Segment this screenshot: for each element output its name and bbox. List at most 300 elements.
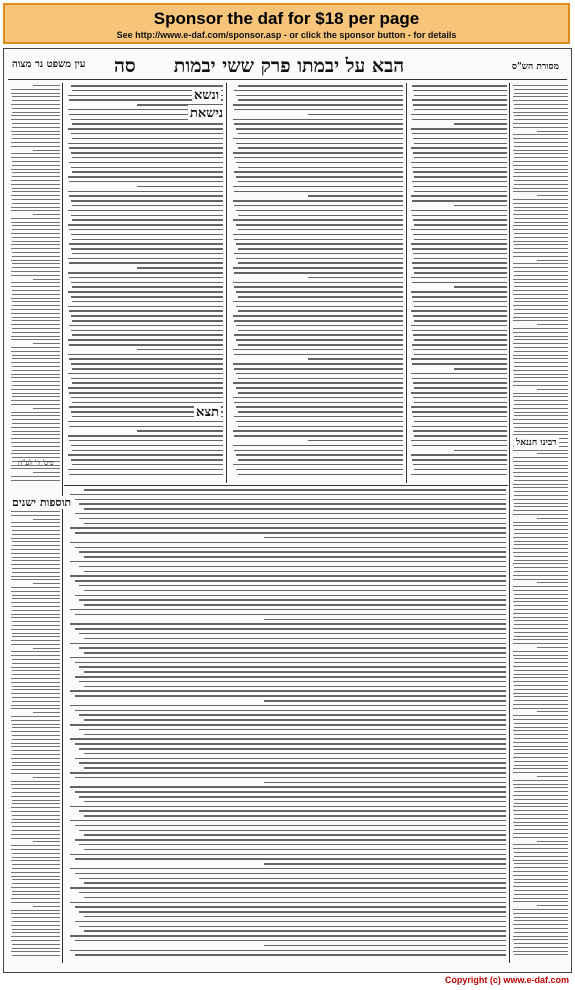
text-line — [234, 402, 403, 404]
text-line — [413, 267, 507, 269]
text-line — [412, 344, 507, 346]
text-line — [514, 157, 568, 158]
text-line — [72, 368, 223, 370]
text-line — [513, 681, 568, 682]
text-line — [513, 396, 568, 397]
text-line — [454, 450, 507, 452]
text-line — [71, 445, 223, 447]
text-line — [513, 730, 568, 731]
text-line — [11, 940, 60, 941]
text-line — [79, 796, 506, 798]
text-line — [12, 572, 60, 573]
text-line — [514, 928, 568, 929]
text-line — [12, 598, 60, 599]
text-line — [33, 583, 61, 584]
text-line — [514, 169, 568, 170]
text-line — [413, 219, 507, 221]
text-line — [513, 461, 568, 462]
text-line — [514, 947, 568, 948]
text-line — [513, 579, 568, 580]
text-line — [238, 459, 403, 461]
text-line — [84, 882, 506, 884]
text-line — [11, 838, 60, 839]
text-line — [11, 549, 61, 550]
text-line — [12, 625, 60, 626]
text-line — [33, 214, 61, 215]
text-line — [234, 109, 403, 111]
text-line — [11, 468, 60, 469]
text-line — [12, 199, 61, 200]
text-line — [11, 119, 60, 120]
text-line — [514, 890, 568, 891]
text-line — [514, 506, 568, 507]
text-line — [72, 334, 223, 336]
text-line — [513, 263, 568, 264]
text-line — [12, 800, 61, 801]
text-line — [79, 714, 506, 716]
text-line — [513, 305, 568, 306]
text-line — [413, 171, 507, 173]
text-line — [236, 373, 403, 375]
text-line — [514, 351, 568, 352]
text-line — [79, 518, 506, 520]
text-line — [11, 936, 61, 937]
text-line — [513, 643, 568, 644]
text-line — [514, 700, 568, 701]
text-line — [513, 522, 568, 523]
text-line — [75, 791, 506, 793]
tosafot-yeshanim-text — [10, 511, 60, 961]
text-line — [11, 678, 61, 679]
text-line — [12, 263, 61, 264]
text-line — [513, 150, 568, 151]
text-line — [513, 844, 568, 845]
text-line — [70, 887, 506, 889]
text-line — [414, 176, 507, 178]
text-line — [514, 412, 568, 413]
text-line — [514, 339, 568, 340]
text-line — [69, 229, 223, 231]
text-line — [33, 150, 61, 151]
text-line — [236, 421, 403, 423]
text-line — [413, 430, 507, 432]
text-line — [412, 445, 507, 447]
text-line — [411, 229, 507, 231]
text-line — [11, 169, 61, 170]
text-line — [513, 241, 568, 242]
text-line — [513, 871, 568, 872]
text-line — [11, 617, 60, 618]
text-line — [514, 366, 568, 367]
text-line — [12, 112, 60, 113]
text-line — [411, 277, 507, 279]
text-line — [513, 112, 568, 113]
text-line — [33, 519, 61, 520]
text-line — [68, 143, 223, 145]
text-line — [72, 239, 223, 241]
text-line — [68, 224, 223, 226]
text-line — [69, 474, 223, 476]
text-line — [69, 195, 223, 197]
text-line — [513, 936, 568, 937]
text-line — [11, 480, 60, 481]
text-line — [12, 191, 60, 192]
text-line — [75, 921, 506, 923]
text-line — [236, 258, 403, 260]
text-line — [11, 515, 60, 516]
text-line — [513, 176, 568, 177]
text-line — [514, 943, 568, 944]
text-line — [513, 772, 568, 773]
text-line — [513, 85, 568, 86]
text-line — [514, 480, 568, 481]
text-line — [238, 229, 403, 231]
text-line — [513, 229, 568, 230]
text-line — [411, 358, 507, 360]
text-line — [514, 609, 568, 610]
text-line — [514, 237, 568, 238]
text-line — [11, 845, 61, 846]
text-line — [11, 720, 60, 721]
text-line — [79, 830, 506, 832]
text-line — [11, 389, 60, 390]
text-line — [79, 729, 506, 731]
text-line — [79, 892, 506, 894]
sponsor-title: Sponsor the daf for $18 per page — [153, 9, 420, 28]
text-line — [234, 320, 403, 322]
text-line — [12, 241, 60, 242]
text-line — [11, 587, 61, 588]
text-line — [11, 400, 61, 401]
text-line — [513, 499, 568, 500]
text-line — [12, 739, 60, 740]
text-line — [411, 243, 507, 245]
text-line — [71, 296, 223, 298]
text-line — [68, 128, 223, 130]
text-line — [513, 225, 568, 226]
text-line — [513, 256, 568, 257]
text-line — [84, 686, 506, 688]
text-line — [514, 431, 568, 432]
text-line — [12, 857, 60, 858]
text-line — [513, 715, 568, 716]
text-line — [514, 920, 568, 921]
text-line — [411, 373, 507, 375]
text-line — [412, 85, 507, 87]
text-line — [514, 218, 568, 219]
text-line — [11, 682, 60, 683]
text-line — [233, 186, 403, 188]
text-line — [514, 594, 568, 595]
text-line — [12, 317, 61, 318]
sponsor-banner[interactable] — [3, 3, 570, 44]
text-line — [454, 123, 507, 125]
text-line — [238, 147, 403, 149]
text-line — [238, 296, 403, 298]
text-line — [33, 472, 61, 473]
text-line — [236, 143, 403, 145]
text-line — [513, 822, 568, 823]
text-line — [414, 191, 507, 193]
text-line — [12, 689, 60, 690]
text-line — [12, 370, 60, 371]
text-line — [264, 700, 506, 702]
text-line — [234, 450, 403, 452]
text-line — [84, 930, 506, 932]
text-line — [513, 134, 568, 135]
text-line — [413, 186, 507, 188]
text-line — [12, 96, 61, 97]
text-line — [236, 176, 403, 178]
text-line — [71, 248, 223, 250]
masoret-hashas-text — [512, 85, 568, 961]
text-line — [514, 863, 568, 864]
text-line — [234, 272, 403, 274]
text-line — [12, 229, 60, 230]
text-line — [238, 392, 403, 394]
text-line — [514, 153, 568, 154]
text-line — [514, 632, 568, 633]
text-line — [234, 171, 403, 173]
text-line — [12, 944, 61, 945]
text-line — [233, 445, 403, 447]
text-line — [411, 147, 507, 149]
text-line — [236, 243, 403, 245]
text-line — [69, 440, 223, 442]
text-line — [308, 440, 403, 442]
text-line — [411, 406, 507, 408]
text-line — [513, 677, 568, 678]
text-line — [513, 837, 568, 838]
text-line — [513, 343, 568, 344]
text-line — [11, 872, 61, 873]
text-line — [513, 552, 568, 553]
text-line — [70, 623, 506, 625]
text-line — [234, 435, 403, 437]
text-line — [75, 547, 506, 549]
text-line — [12, 670, 61, 671]
rabbenu-chananel-title: רבינו חננאל — [516, 438, 557, 448]
text-line — [514, 172, 568, 173]
text-line — [75, 906, 506, 908]
text-line — [75, 858, 506, 860]
text-line — [514, 636, 568, 637]
text-line — [12, 610, 60, 611]
text-line — [84, 834, 506, 836]
text-line — [513, 704, 568, 705]
text-line — [11, 822, 60, 823]
margin-footnote: פיס' ד' לע"ה — [18, 459, 54, 467]
text-line — [236, 162, 403, 164]
text-line — [11, 553, 60, 554]
text-line — [513, 267, 568, 268]
text-line — [513, 123, 568, 124]
text-line — [33, 906, 61, 907]
text-line — [12, 123, 61, 124]
text-line — [414, 469, 507, 471]
text-line — [79, 878, 506, 880]
text-line — [33, 712, 61, 713]
text-line — [514, 491, 568, 492]
ein-mishpat-text — [10, 85, 60, 485]
text-line — [12, 735, 61, 736]
text-line — [513, 328, 568, 329]
text-line — [68, 291, 223, 293]
text-line — [11, 339, 60, 340]
text-line — [514, 917, 568, 918]
text-line — [513, 628, 568, 629]
text-line — [75, 614, 506, 616]
text-line — [12, 948, 60, 949]
text-line — [12, 663, 60, 664]
text-line — [72, 205, 223, 207]
text-line — [411, 310, 507, 312]
text-line — [514, 749, 568, 750]
text-line — [68, 469, 223, 471]
text-line — [84, 719, 506, 721]
tosafot-gemara-divider — [226, 83, 227, 483]
text-line — [514, 882, 568, 883]
text-line — [72, 123, 223, 125]
text-line — [12, 320, 60, 321]
text-line — [12, 100, 60, 101]
text-line — [537, 518, 568, 519]
text-line — [514, 787, 568, 788]
text-line — [412, 167, 507, 169]
text-line — [12, 446, 61, 447]
text-line — [72, 382, 223, 384]
text-line — [12, 765, 60, 766]
text-line — [514, 119, 568, 120]
text-line — [514, 753, 568, 754]
text-line — [11, 834, 61, 835]
text-line — [411, 474, 507, 476]
text-line — [79, 810, 506, 812]
text-line — [513, 924, 568, 925]
text-line — [234, 354, 403, 356]
text-line — [308, 114, 403, 116]
text-line — [11, 362, 61, 363]
text-line — [12, 724, 61, 725]
text-line — [70, 950, 506, 952]
text-line — [71, 215, 223, 217]
text-line — [513, 294, 568, 295]
text-line — [537, 841, 568, 842]
text-line — [513, 848, 568, 849]
text-line — [513, 472, 568, 473]
text-line — [75, 839, 506, 841]
text-line — [514, 689, 568, 690]
text-line — [233, 234, 403, 236]
text-line — [234, 368, 403, 370]
text-line — [234, 239, 403, 241]
text-line — [69, 277, 223, 279]
text-line — [513, 537, 568, 538]
text-line — [12, 134, 61, 135]
text-line — [70, 609, 506, 611]
text-line — [514, 415, 568, 416]
text-line — [69, 344, 223, 346]
text-line — [84, 767, 506, 769]
text-line — [236, 128, 403, 130]
text-line — [414, 95, 507, 97]
text-line — [12, 697, 61, 698]
text-line — [234, 253, 403, 255]
copyright-link[interactable]: Copyright (c) www.e-daf.com — [444, 975, 569, 985]
text-line — [413, 349, 507, 351]
text-line — [412, 330, 507, 332]
text-line — [12, 560, 60, 561]
text-line — [514, 184, 568, 185]
text-line — [513, 199, 568, 200]
text-line — [537, 711, 568, 712]
text-line — [12, 530, 61, 531]
text-line — [12, 423, 60, 424]
text-line — [12, 256, 60, 257]
text-line — [233, 282, 403, 284]
text-line — [11, 282, 61, 283]
text-line — [514, 210, 568, 211]
text-line — [11, 773, 60, 774]
text-line — [75, 743, 506, 745]
text-line — [68, 272, 223, 274]
text-line — [513, 127, 568, 128]
text-line — [69, 426, 223, 428]
text-line — [79, 926, 506, 928]
text-line — [11, 743, 61, 744]
text-line — [12, 534, 60, 535]
text-line — [513, 898, 568, 899]
text-line — [513, 434, 568, 435]
text-line — [238, 85, 403, 87]
text-line — [513, 795, 568, 796]
text-line — [513, 450, 568, 451]
text-line — [513, 913, 568, 914]
text-line — [11, 746, 60, 747]
text-line — [70, 820, 506, 822]
text-line — [11, 849, 60, 850]
text-line — [12, 108, 61, 109]
text-line — [514, 404, 568, 405]
text-line — [11, 807, 61, 808]
text-line — [514, 674, 568, 675]
text-line — [234, 191, 403, 193]
text-line — [12, 237, 61, 238]
tosafot-yeshanim-title: תוספות ישנים — [12, 496, 72, 509]
text-line — [79, 566, 506, 568]
text-line — [79, 585, 506, 587]
text-line — [236, 325, 403, 327]
text-line — [264, 782, 506, 784]
text-line — [236, 210, 403, 212]
text-line — [70, 575, 506, 577]
text-line — [12, 541, 61, 542]
text-line — [11, 591, 60, 592]
text-line — [411, 454, 507, 456]
text-line — [236, 454, 403, 456]
text-line — [84, 489, 506, 491]
text-line — [12, 294, 60, 295]
text-line — [12, 419, 61, 420]
text-line — [513, 639, 568, 640]
text-line — [12, 686, 61, 687]
header-rule — [8, 79, 567, 80]
text-line — [75, 580, 506, 582]
text-line — [514, 734, 568, 735]
text-line — [11, 614, 61, 615]
text-line — [11, 412, 61, 413]
text-line — [513, 708, 568, 709]
